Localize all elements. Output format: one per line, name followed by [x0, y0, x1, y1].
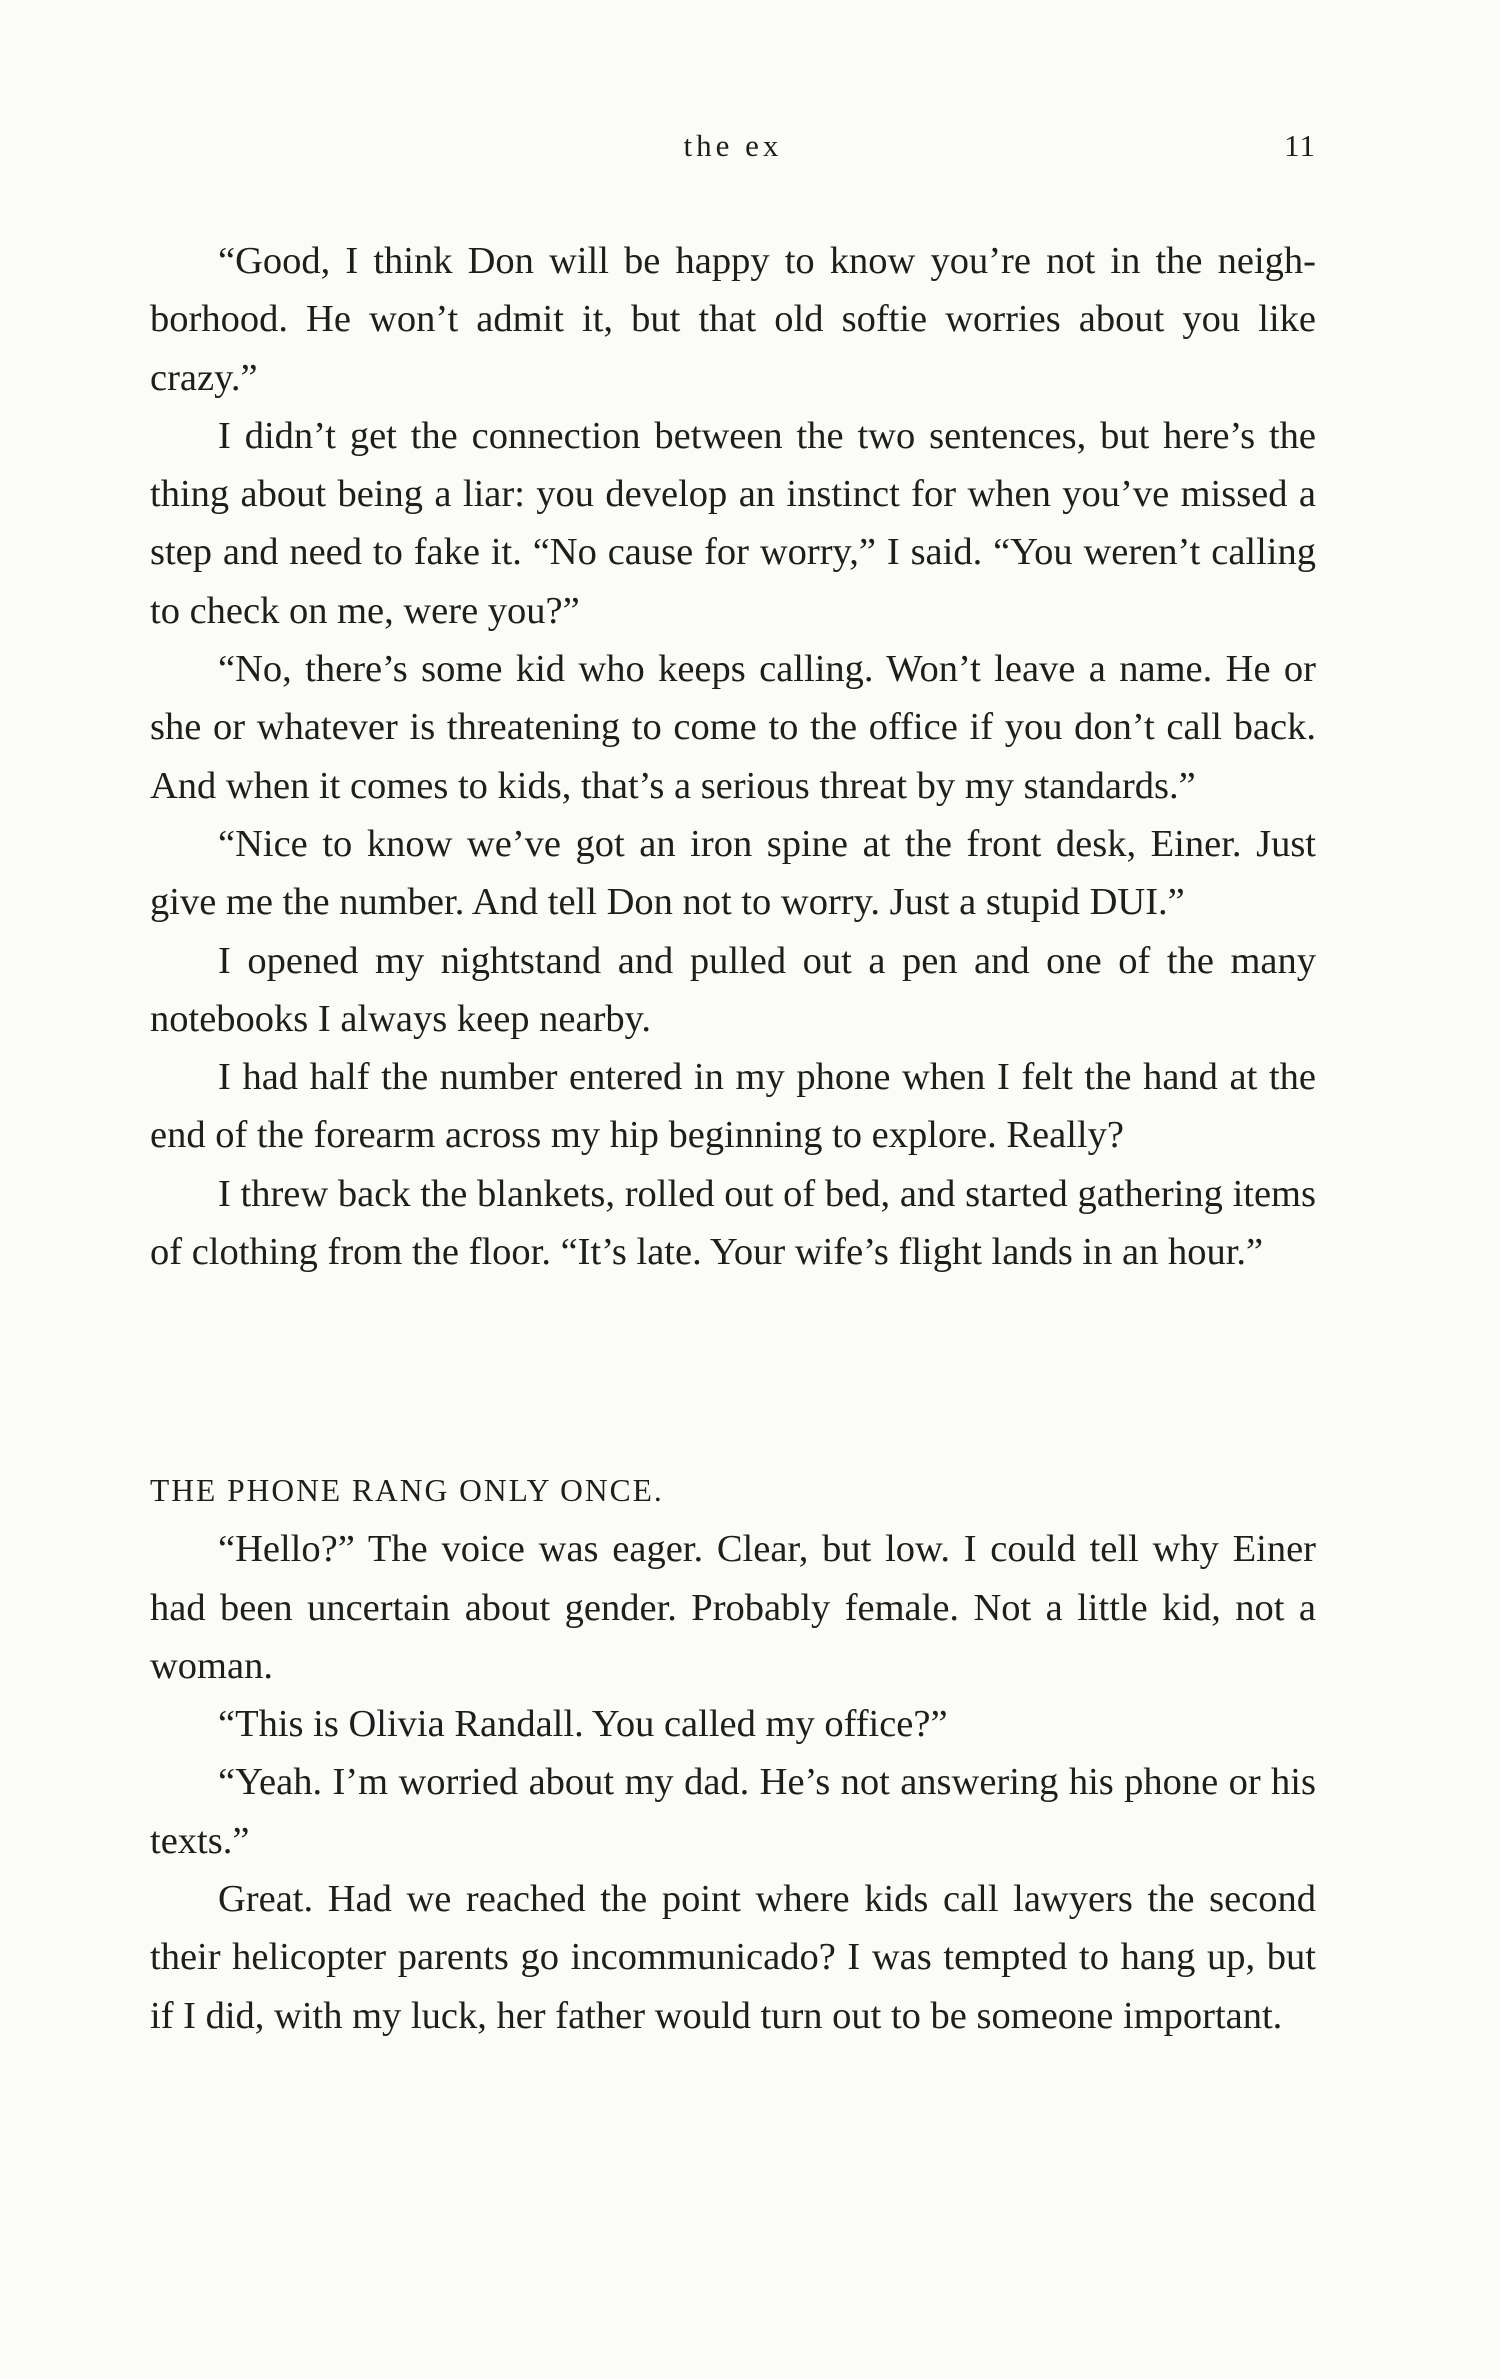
section-2-text: [150, 1462, 1316, 2045]
paragraph: I threw back the blankets, rolled out of bed, and started gathering items of clothing from the floor. “It’s late. Your wife’s flight lands in an hour.”: [150, 1172, 1316, 1274]
paragraph: Great. Had we reached the point where kids call lawyers the second their helicopter parents go incommunicado? I was tempted to hang up, but if I did, with my luck, her father would turn out to be someone important.: [150, 1878, 1316, 2037]
paragraph: “Yeah. I’m worried about my dad. He’s not answering his phone or his texts.”: [150, 1761, 1316, 1862]
paragraph: “Nice to know we’ve got an iron spine at the front desk, Einer. Just give me the number. And tell Don not to worry. Just a stupid DUI.”: [150, 822, 1316, 924]
paragraph: “Hello?” The voice was eager. Clear, but low. I could tell why Einer had been uncertain about gender. Probably female. Not a little kid, not a woman.: [150, 1528, 1316, 1687]
running-title: the ex: [683, 128, 783, 163]
page-number: 11: [1284, 128, 1316, 163]
paragraph: “This is Olivia Randall. You called my office?”: [218, 1703, 948, 1746]
section-opener: THE PHONE RANG ONLY ONCE.: [150, 1473, 664, 1508]
paragraph: I opened my nightstand and pulled out a pen and one of the many notebooks I always keep nearby.: [150, 939, 1316, 1040]
paragraph: “No, there’s some kid who keeps calling. Won’t leave a name. He or she or whatever is threatening to come to the office if you don’t call back. And when it comes to kids, that’s a serious threat by my standards.”: [150, 648, 1316, 807]
running-head: [150, 128, 1316, 178]
paragraph: I had half the number entered in my phone when I felt the hand at the end of the forearm across my hip beginning to explore. Really?: [150, 1056, 1316, 1157]
paragraph: I didn’t get the connection between the two sentences, but here’s the thing about being a liar: you develop an instinct for when you’ve missed a step and need to fake it. “No cause for worry,” I said. “You weren’t calling to check on me, were you?”: [150, 414, 1316, 632]
section-1-text: [150, 232, 1316, 1281]
paragraph: “Good, I think Don will be happy to know you’re not in the neighborhood. He won’t admit it, but that old softie worries about you like crazy.”: [150, 240, 1316, 399]
